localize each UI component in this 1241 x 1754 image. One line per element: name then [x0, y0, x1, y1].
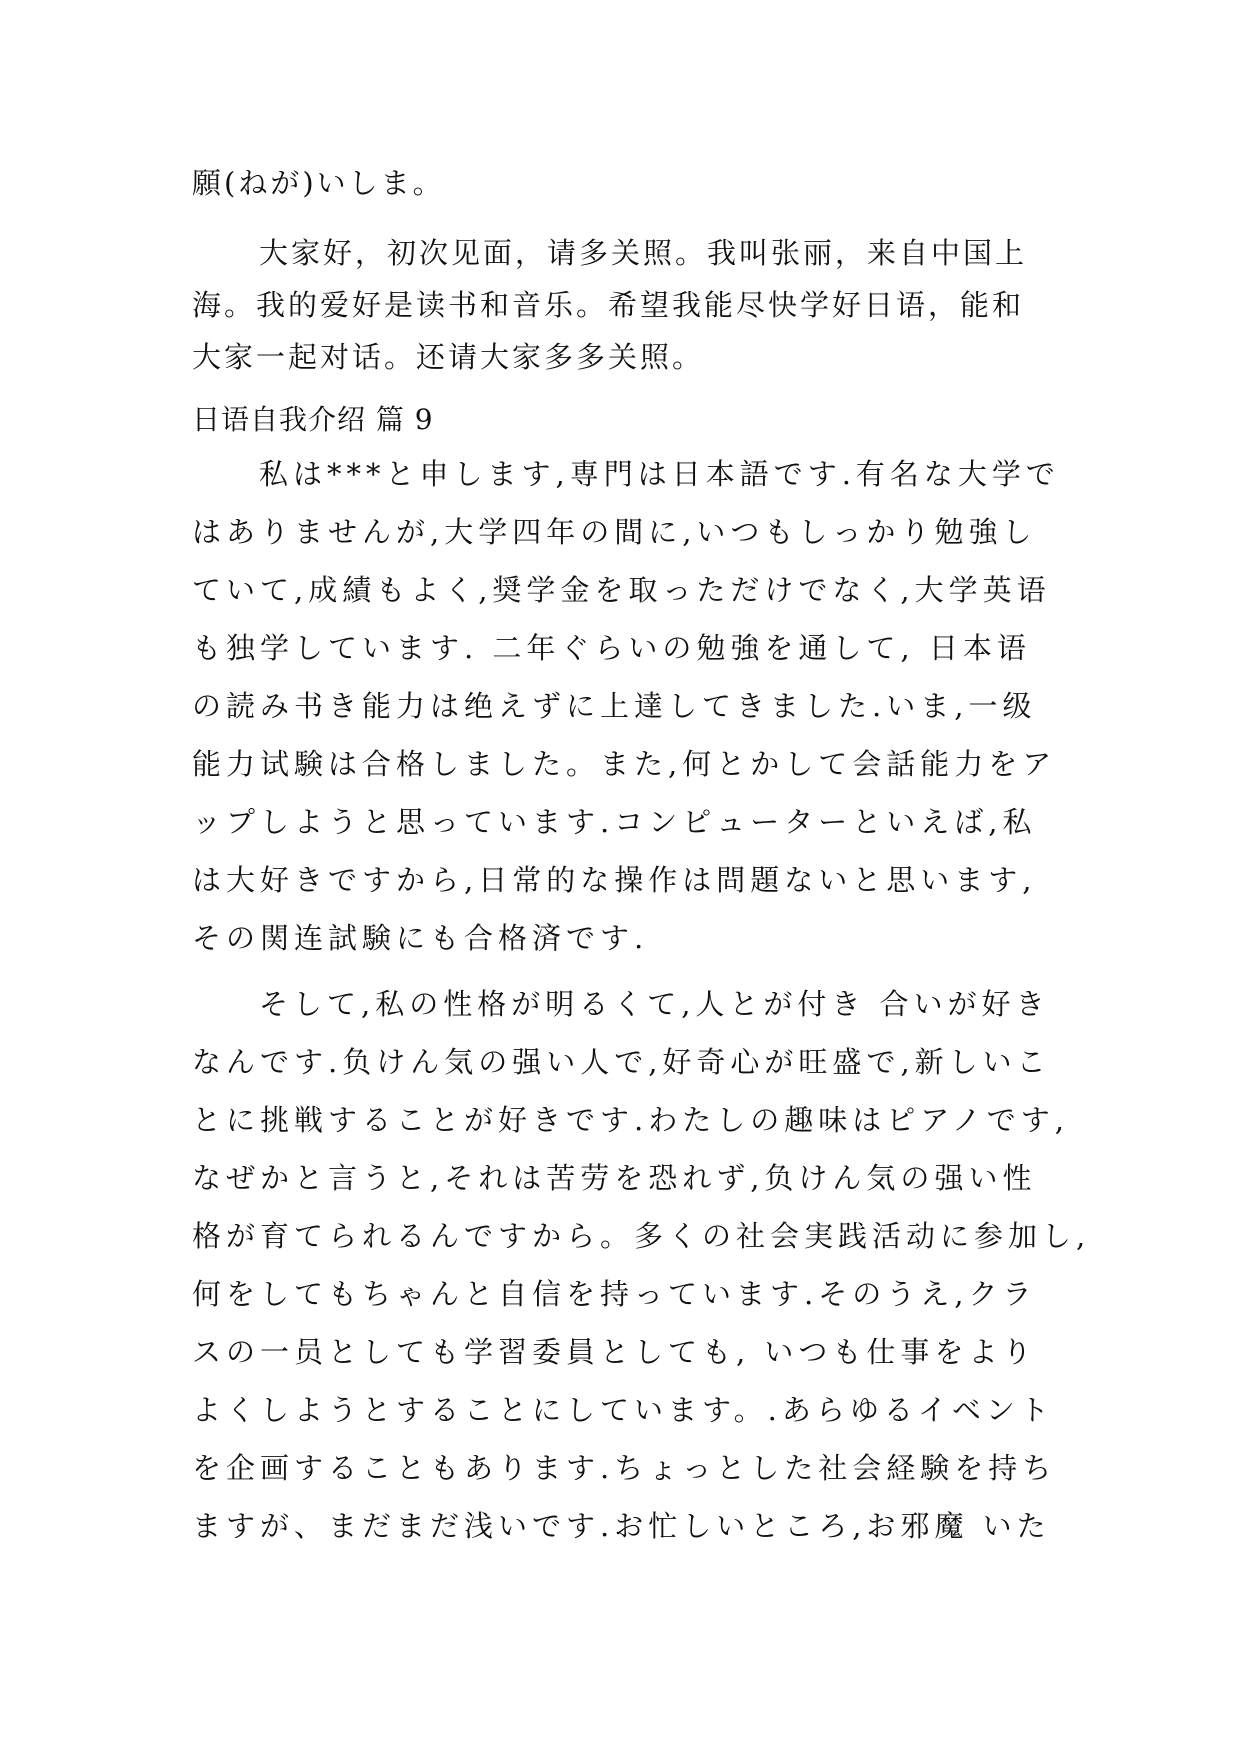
paragraph-line: ていて,成績もよく,奨学金を取っただけでなく,大学英语	[192, 573, 1051, 607]
paragraph-line: を企画することもあります.ちょっとした社会経験を持ち	[192, 1451, 1057, 1485]
paragraph-line: なんです.负けん気の强い人で,好奇心が旺盛で,新しいこ	[192, 1045, 1051, 1079]
chinese-self-intro-paragraph	[192, 227, 1057, 383]
paragraph-line: 格が育てられるんですから。多くの社会実践活动に参加し,	[192, 1219, 1091, 1253]
paragraph-line: 海。我的爱好是读书和音乐。希望我能尽快学好日语，能和	[192, 288, 1025, 322]
paragraph-line: 大家好，初次见面，请多关照。我叫张丽，来自中国上	[259, 236, 1028, 270]
paragraph-line: とに挑戦することが好きです.わたしの趣味はピアノです,	[192, 1103, 1069, 1137]
paragraph-line: は大好きですから,日常的な操作は問題ないと思います,	[192, 863, 1037, 897]
paragraph-line: その関连試験にも合格済です.	[192, 921, 649, 955]
paragraph-line: ますが、まだまだ浅いです.お忙しいところ,お邪魔 いた	[192, 1509, 1051, 1543]
document-body	[192, 158, 1091, 1555]
section-heading: 日语自我介绍 篇 9	[192, 403, 434, 436]
paragraph-line: 能力试験は合格しました。また,何とかして会話能力をア	[192, 747, 1057, 781]
paragraph-line: そして,私の性格が明るくて,人とが付き 合いが好き	[259, 987, 1050, 1021]
paragraph-line: スの一员としても学習委員としても, いつも仕事をより	[192, 1335, 1037, 1369]
paragraph-line: 私は***と申します,専門は日本語です.有名な大学で	[259, 457, 1060, 491]
paragraph-line: よくしようとすることにしています。.あらゆるイベント	[192, 1393, 1054, 1427]
paragraph-line: 何をしてもちゃんと自信を持っています.そのうえ,クラ	[192, 1277, 1037, 1311]
intro-tail-text: 願(ねが)いしま。	[192, 166, 445, 200]
paragraph-line: も独学しています. 二年ぐらいの勉強を通して, 日本语	[192, 631, 1031, 665]
paragraph-line: の読み书き能力は绝えずに上達してきました.いま,一级	[192, 689, 1037, 723]
japanese-self-intro-paragraph-1	[192, 445, 1060, 967]
paragraph-line: なぜかと言うと,それは苦劳を恐れず,负けん気の强い性	[192, 1161, 1037, 1195]
japanese-self-intro-paragraph-2	[192, 975, 1091, 1555]
paragraph-line: ップしようと思っています.コンピューターといえば,私	[192, 805, 1037, 839]
paragraph-line: 大家一起对话。还请大家多多关照。	[192, 340, 705, 374]
paragraph-line: はありませんが,大学四年の間に,いつもしっかり勉強し	[192, 515, 1037, 549]
